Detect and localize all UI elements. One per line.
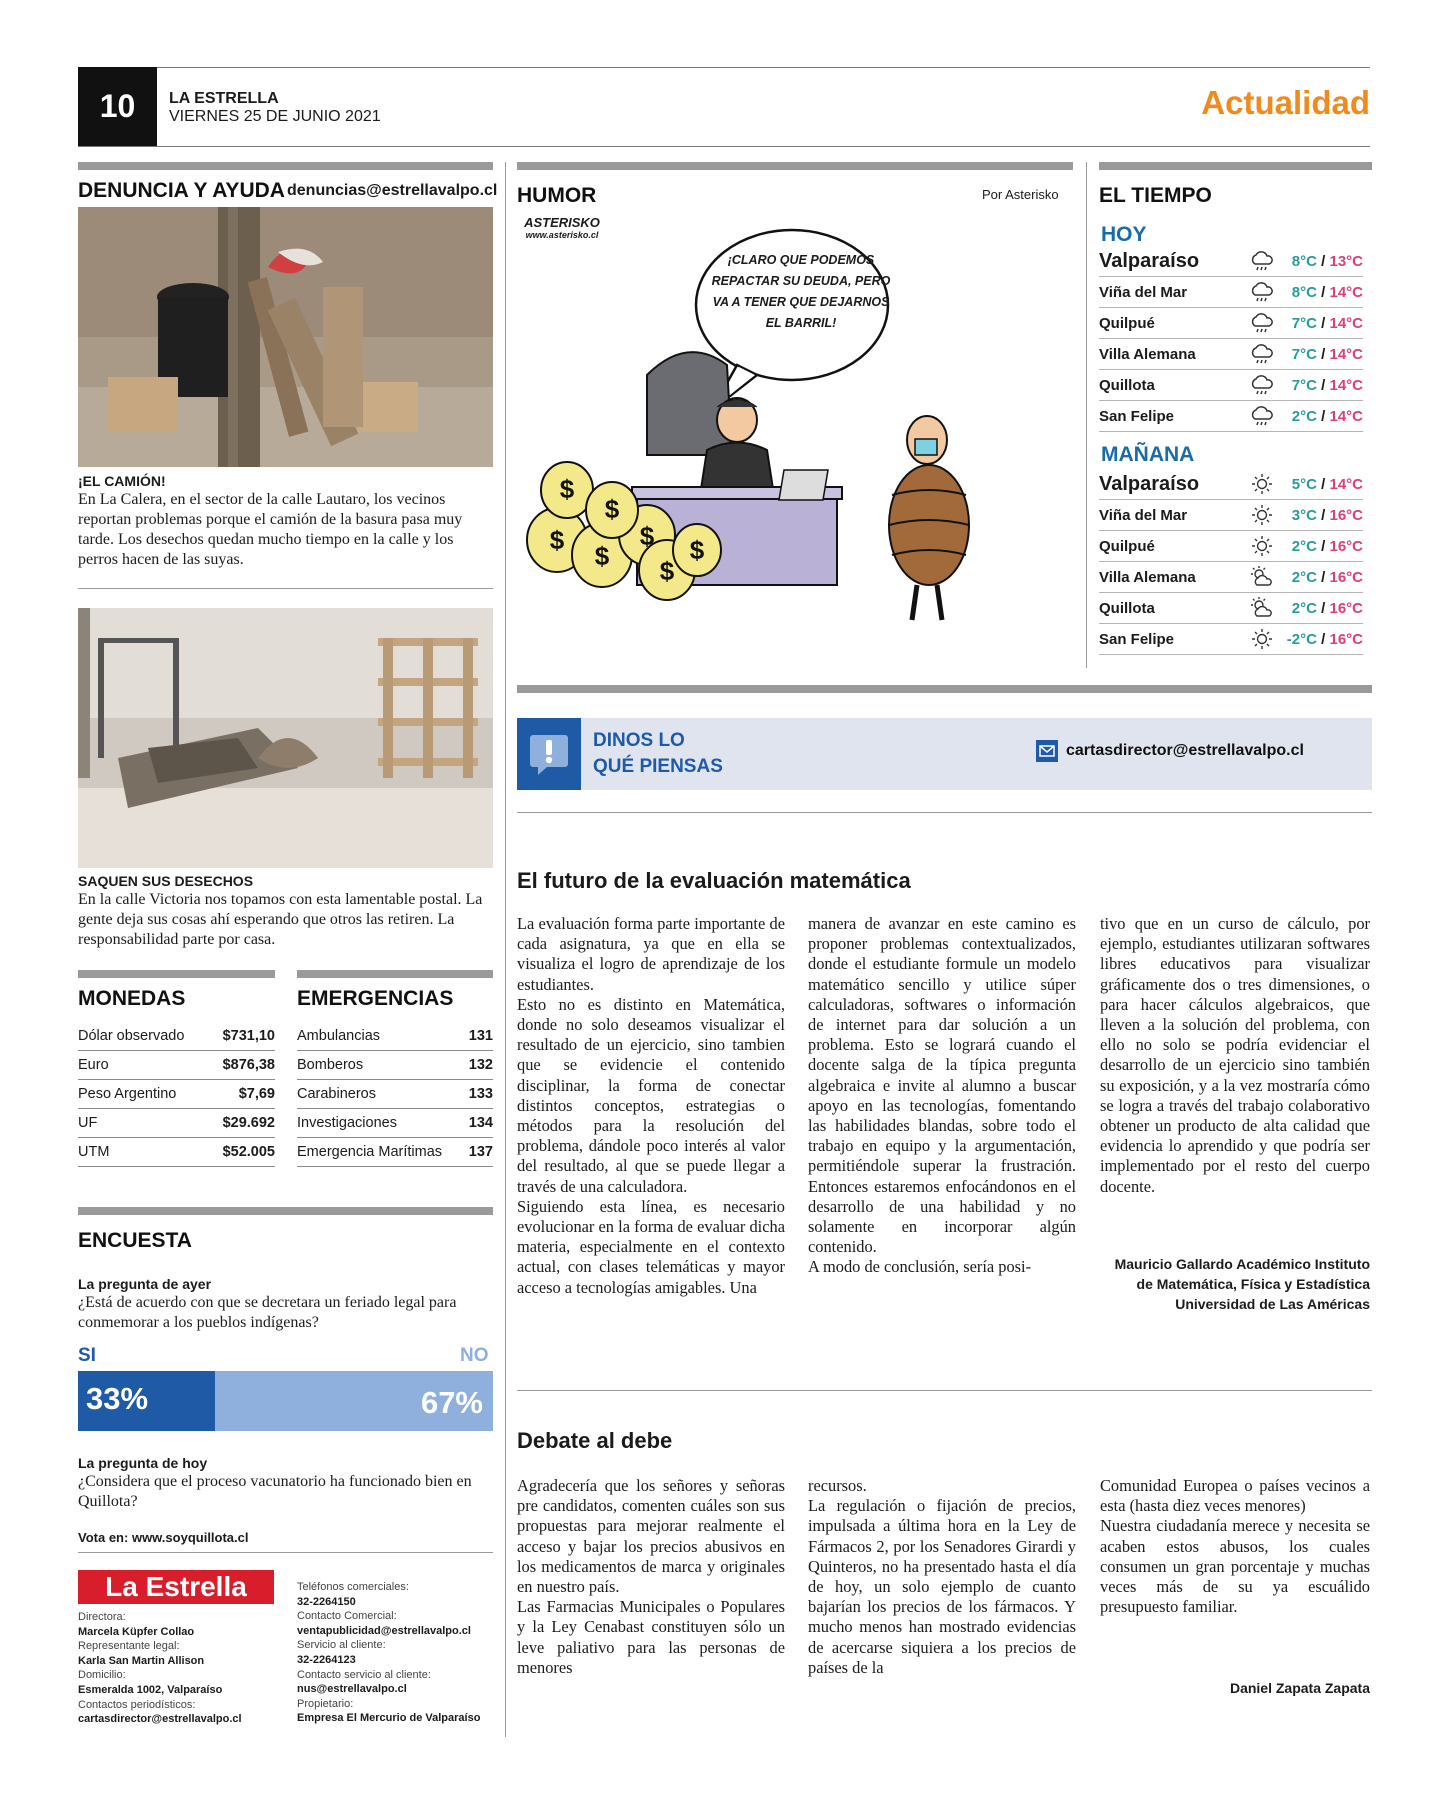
monedas-table [78,1022,275,1167]
svg-text:$: $ [604,494,620,524]
weather-row: Valparaíso 5°C / 14°C [1099,469,1363,500]
denuncia-item1-text: En La Calera, en el sector de la calle Lautaro, los vecinos reportan problemas porque el camión de la basura pasa muy tarde. Los desechos quedan mucho tiempo en la calle y los perros hacen de las suyas. [78,491,463,568]
sun-icon [1243,534,1281,558]
denuncia-email[interactable]: denuncias@estrellavalpo.cl [287,182,498,199]
emergencias-title: EMERGENCIAS [297,987,454,1010]
poll-no-label: NO [460,1345,489,1366]
carta2-col3: Comunidad Europea o países vecinos a esta (hasta diez veces menores) Nuestra ciudadanía merece y necesita se acaben estos abusos, los cuales consumen un gran porcentaje y muchas veces más de su ya escuálido presupuesto familiar. [1100,1476,1370,1617]
svg-text:$: $ [594,541,610,571]
encuesta-vota: Vota en: www.soyquillota.cl [78,1530,249,1545]
monedas-row: UF $29.692 [78,1109,275,1138]
encuesta-title: ENCUESTA [78,1229,192,1252]
sun-icon [1243,627,1281,651]
monedas-row: Euro $876,38 [78,1051,275,1080]
weather-row: San Felipe -2°C / 16°C [1099,624,1363,655]
weather-row: Quilpué 7°C / 14°C [1099,308,1363,339]
weather-row: Valparaíso 8°C / 13°C [1099,246,1363,277]
carta1-col2: manera de avanzar en este camino es proponer problemas contextualizados, donde el estudiante formule un modelo matemático sencillo y utilice súper calculadoras, softwares o información de internet para dar solución a un problema. Esto se logrará cuando el docente salga de la típica pregunta algebraica e invite al alumno a buscar apoyo en las tecnologías, fomentando las habilidades blandas, sobre todo el trabajo en equipo y la argumentación, permitiéndole superar la frustración. Entonces estaremos enfocándonos en el desarrollo de una habilidad y no solamente en incorporar algún contenido. A modo de conclusión, sería posi- [808,914,1076,1277]
tiempo-title: EL TIEMPO [1099,184,1212,207]
encuesta-hoy-question: ¿Considera que el proceso vacunatorio ha funcionado bien en Quillota? [78,1473,472,1510]
weather-row: Viña del Mar 8°C / 14°C [1099,277,1363,308]
tiempo-manana-label: MAÑANA [1101,443,1195,466]
vota-link[interactable]: www.soyquillota.cl [131,1530,249,1545]
humor-title: HUMOR [517,184,597,207]
carta1-title: El futuro de la evaluación matemática [517,868,911,893]
emergencias-row: Investigaciones 134 [297,1109,493,1138]
weather-tomorrow [1099,469,1363,655]
denuncia-item2-text: En la calle Victoria nos topamos con esta lamentable postal. La gente deja sus cosas ahí esperando que otros las retiren. La responsabilidad parte por casa. [78,891,483,948]
partly-cloudy-icon [1243,596,1281,620]
svg-text:$: $ [659,556,675,586]
page-number: 10 [78,67,157,146]
rain-cloud-icon [1243,374,1281,396]
encuesta-hoy-label: La pregunta de hoy [78,1455,208,1471]
denuncia-title: DENUNCIA Y AYUDA [78,179,285,202]
emergencias-row: Ambulancias 131 [297,1022,493,1051]
asterisko-logo: ASTERISKO www.asterisko.cl [524,215,600,240]
photo-garbage-tree [78,207,493,467]
carta2-col2: recursos. La regulación o fijación de precios, impulsada a última hora en la Ley de Fármacos 2, por los Senadores Girardi y Quinteros, no ha presentado hasta el día de hoy, un solo ejemplo de cuanto bajarían los precios de los fármacos. Y mucho menos han mostrado evidencias de acercarse siquiera a los precios de países de la [808,1476,1076,1677]
poll-si-pct: 33% [86,1381,149,1416]
monedas-title: MONEDAS [78,987,186,1010]
weather-today [1099,246,1363,432]
partly-cloudy-icon [1243,565,1281,589]
rain-cloud-icon [1243,312,1281,334]
rain-cloud-icon [1243,250,1281,272]
emergencias-row: Emergencia Marítimas 137 [297,1138,493,1167]
carta1-signature: Mauricio Gallardo Académico Instituto de Matemática, Física y Estadística Universidad de Las Américas [1114,1256,1370,1312]
weather-row: Quilpué 2°C / 16°C [1099,531,1363,562]
emergencias-table [297,1022,493,1167]
sun-icon [1243,472,1281,496]
weather-row: Viña del Mar 3°C / 16°C [1099,500,1363,531]
tiempo-hoy-label: HOY [1101,223,1147,246]
weather-row: Villa Alemana 2°C / 16°C [1099,562,1363,593]
weather-row: Quillota 7°C / 14°C [1099,370,1363,401]
emergencias-row: Bomberos 132 [297,1051,493,1080]
rain-cloud-icon [1243,405,1281,427]
sun-icon [1243,503,1281,527]
humor-byline: Por Asterisko [982,187,1059,202]
denuncia-item2-title: SAQUEN SUS DESECHOS [78,873,254,889]
denuncia-item1-title: ¡EL CAMIÓN! [78,473,166,489]
estrella-logo: La Estrella [78,1570,274,1604]
weather-row: Quillota 2°C / 16°C [1099,593,1363,624]
dinos-email[interactable]: cartasdirector@estrellavalpo.cl [1066,742,1304,759]
weather-row: San Felipe 2°C / 14°C [1099,401,1363,432]
photo-pallets-trash [78,608,493,868]
emergencias-row: Carabineros 133 [297,1080,493,1109]
carta2-col1: Agradecería que los señores y señoras pre candidatos, comenten cuáles son sus propuestas para mejorar realmente el acceso y bajar los precios abusivos en los medicamentos de marca y originales en nuestro país. Las Farmacias Municipales o Populares y la Ley Cenabast constituyen sólo un leve paliativo para las personas de menores [517,1476,785,1677]
svg-text:$: $ [549,525,565,555]
poll-bar [78,1371,493,1431]
footer-left: Directora: Marcela Küpfer Collao Representante legal: Karla San Martin Allison Domicilio: Esmeralda 1002, Valparaíso Contactos periodísticos: cartasdirector@estrellavalpo.cl [78,1611,242,1726]
carta1-col3: tivo que en un curso de cálculo, por ejemplo, estudiantes utilizaran softwares libres educativos para visualizar gráficamente dos o tres dimensiones, o para hacer cálculos algebraicos, que lleven a la solución del problema, con ello no solo se podría evidenciar el desarrollo de un ejercicio sino también su exposición, y a la vez mostraría cómo se logra a través del trabajo colaborativo obtener un producto de alta calidad que evidencia lo aprendido y que podría ser implementado por el resto del cuerpo docente. [1100,914,1370,1196]
monedas-row: UTM $52.005 [78,1138,275,1167]
poll-no-pct: 67% [420,1385,483,1420]
carta2-title: Debate al debe [517,1428,673,1453]
carta1-col1: La evaluación forma parte importante de cada asignatura, ya que en ella se visualiza el logro de aprendizaje de los estudiantes. Esto no es distinto en Matemática, donde no solo deseamos visualizar el resultado de un ejercicio, sino tambien que se evidencie el contenido disciplinar, la forma de conectar distintos conceptos, estrategias o métodos para la resolución del problema, dándole poco interés al valor del resultado, al que se puede llegar a través de una calculadora. Siguiendo esta línea, es necesario evolucionar en la forma de evaluar dicha materia, especialmente en el contexto actual, con clases telemáticas y mayor acceso a tecnologías amigables. Una [517,914,785,1297]
encuesta-ayer-label: La pregunta de ayer [78,1276,212,1292]
poll-si-label: SI [78,1345,96,1366]
encuesta-ayer-question: ¿Está de acuerdo con que se decretara un feriado legal para conmemorar a los pueblos indígenas? [78,1294,457,1331]
paper-name: LA ESTRELLA [169,90,279,107]
section-title: Actualidad [1201,84,1370,121]
svg-text:$: $ [689,535,705,565]
rain-cloud-icon [1243,343,1281,365]
issue-date: VIERNES 25 DE JUNIO 2021 [169,108,381,125]
exclamation-icon [517,718,581,790]
speech-bubble-text: ¡CLARO QUE PODEMOS REPACTAR SU DEUDA, PERO VA A TENER QUE DEJARNOS EL BARRIL! [711,253,891,330]
carta2-signature: Daniel Zapata Zapata [1229,1680,1370,1696]
dinos-banner [517,718,1372,790]
monedas-row: Dólar observado $731,10 [78,1022,275,1051]
mail-icon [1036,740,1058,762]
dinos-line1: DINOS LO [593,730,685,751]
dinos-line2: QUÉ PIENSAS [593,756,723,777]
footer-right: Teléfonos comerciales: 32-2264150 Contacto Comercial: ventapublicidad@estrellavalpo.cl Servicio al cliente: 32-2264123 Contacto servicio al cliente: nus@estrellavalpo.cl Propietario: Empresa El Mercurio de Valparaíso [297,1581,481,1725]
rain-cloud-icon [1243,281,1281,303]
monedas-row: Peso Argentino $7,69 [78,1080,275,1109]
svg-text:$: $ [559,474,575,504]
weather-row: Villa Alemana 7°C / 14°C [1099,339,1363,370]
svg-text:$: $ [639,521,655,551]
